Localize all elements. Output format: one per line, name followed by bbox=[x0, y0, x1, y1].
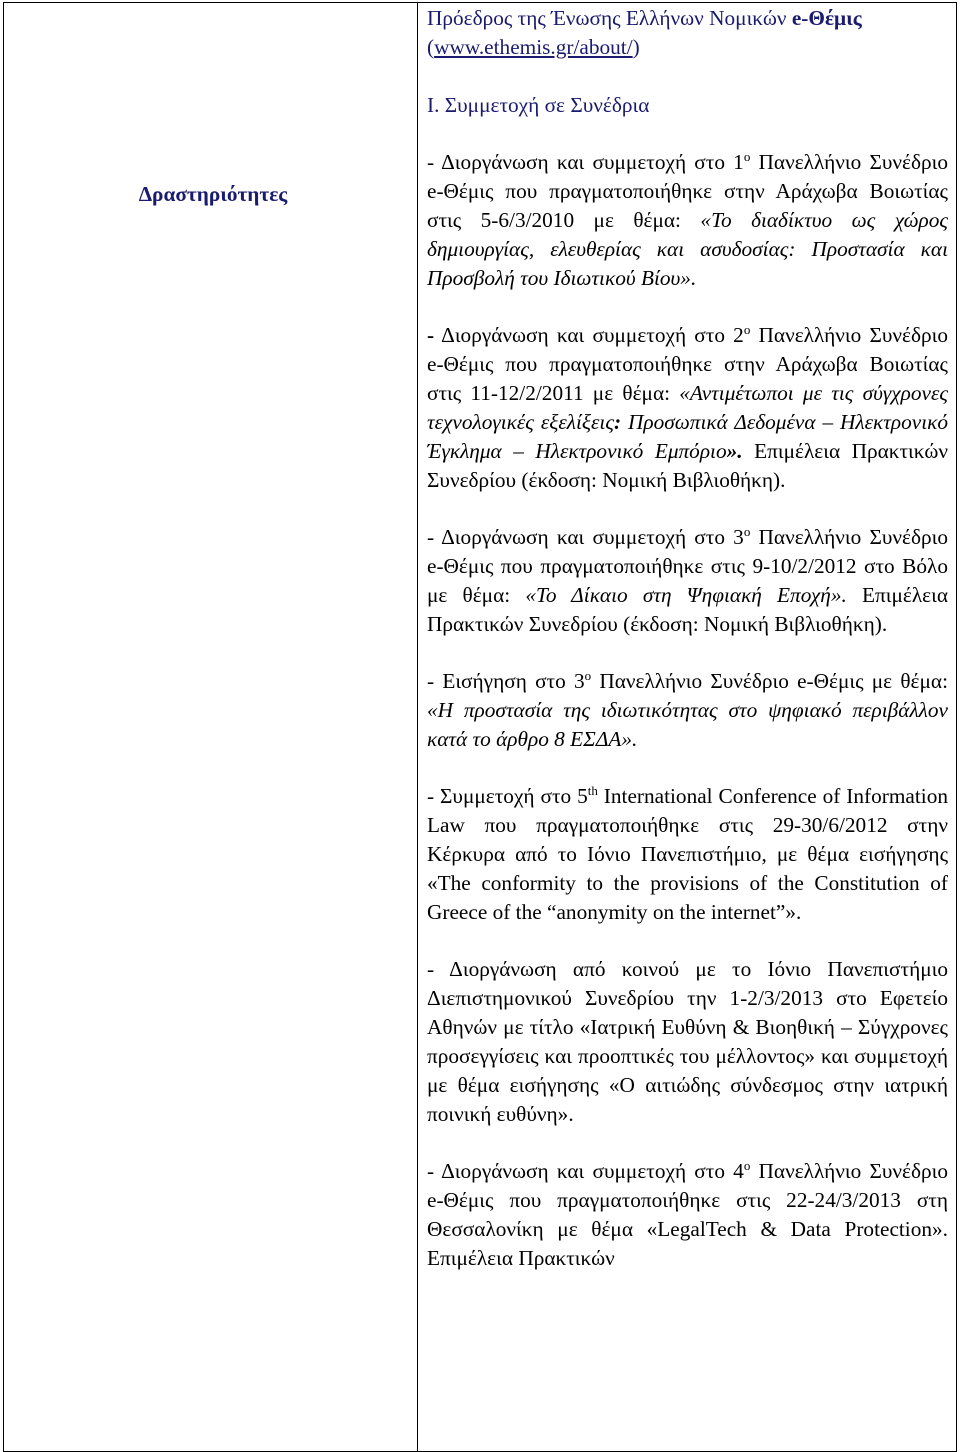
entry-4-sup: ο bbox=[584, 668, 592, 683]
entry-3-tail: Επιμέλεια Πρακτικών Συνεδρίου (έκδοση: Νομική Βιβλιοθήκη). bbox=[427, 583, 948, 636]
entry-2-text: Πανελλήνιο Συνέδριο e-Θέμις που πραγματοποιήθηκε στην Αράχωβα Βοιωτίας στις 11-12/2/2011 με θέμα: bbox=[427, 323, 948, 405]
entry-4 bbox=[427, 667, 948, 754]
entry-1-sup: ο bbox=[743, 149, 751, 164]
section-heading: I. Συμμετοχή σε Συνέδρια bbox=[427, 93, 650, 117]
intro-text: Πρόεδρος της Ένωσης Ελλήνων Νομικών bbox=[427, 6, 792, 30]
entry-4-pre: - Εισήγηση στο 3 bbox=[427, 669, 585, 693]
entry-7 bbox=[427, 1157, 948, 1273]
entry-3-sup: ο bbox=[743, 524, 751, 539]
entry-3-text: Πανελλήνιο Συνέδριο e-Θέμις που πραγματοποιήθηκε στις 9-10/2/2012 στο Βόλο με θέμα: bbox=[427, 525, 948, 607]
link-open: ( bbox=[427, 35, 435, 59]
entry-7-pre: - Διοργάνωση και συμμετοχή στο 4 bbox=[427, 1159, 744, 1183]
entry-5-sup: th bbox=[587, 783, 598, 798]
entry-2-dash: - bbox=[427, 323, 435, 347]
column-divider bbox=[417, 2, 418, 1452]
entry-2-sup: ο bbox=[743, 322, 751, 337]
entry-2-tail: Επιμέλεια Πρακτικών Συνεδρίου (έκδοση: Νομική Βιβλιοθήκη). bbox=[427, 439, 948, 492]
entry-3-pre: - Διοργάνωση και συμμετοχή στο 3 bbox=[427, 525, 744, 549]
entry-2-title-b: Προσωπικά Δεδομένα – Ηλεκτρονικό Έγκλημα – Ηλεκτρονικό Εμπόριο bbox=[427, 410, 948, 463]
entry-5-text: International Conference of Information Law που πραγματοποιήθηκε στις 29-30/6/2012 στην Κέρκυρα από το Ιόνιο Πανεπιστήμιο, με θέμα εισήγησης «The conformity to the provisions of the Constitution of Greece of the “anonymity on the internet”». bbox=[427, 784, 948, 924]
entry-6 bbox=[427, 955, 948, 1129]
entry-6-text: - Διοργάνωση από κοινού με το Ιόνιο Πανεπιστήμιο Διεπιστημονικού Συνεδρίου την 1-2/3/2013 στο Εφετείο Αθηνών με τίτλο «Ιατρική Ευθύνη & Βιοηθική – Σύγχρονες προσεγγίσεις και προοπτικές του μέλλοντος» και συμμετοχή με θέμα εισήγησης «Ο αιτιώδης σύνδεσμος στην ιατρική ποινική ευθύνη». bbox=[427, 957, 948, 1126]
entry-4-text: Πανελλήνιο Συνέδριο e-Θέμις με θέμα: bbox=[591, 669, 948, 693]
entry-3 bbox=[427, 523, 948, 639]
content-column bbox=[427, 4, 948, 1273]
entry-1-title: «Το διαδίκτυο ως χώρος δημιουργίας, ελευθερίας και ασυδοσίας: Προστασία και Προσβολή του Ιδιωτικού Βίου». bbox=[427, 208, 948, 290]
entry-5-pre: - Συμμετοχή στο 5 bbox=[427, 784, 588, 808]
entry-3-title: «Το Δίκαιο στη Ψηφιακή Εποχή». bbox=[525, 583, 847, 607]
entry-7-sup: ο bbox=[743, 1158, 751, 1173]
entry-2-colon: : bbox=[613, 410, 622, 434]
ethemis-name: e-Θέμις bbox=[791, 6, 862, 30]
link-close: ) bbox=[632, 35, 640, 59]
entry-2 bbox=[427, 321, 948, 495]
entry-2-pre: Διοργάνωση και συμμετοχή στο 2 bbox=[434, 323, 744, 347]
entry-1 bbox=[427, 148, 948, 293]
entry-7-text: Πανελλήνιο Συνέδριο e-Θέμις που πραγματοποιήθηκε στις 22-24/3/2013 στη Θεσσαλονίκη με θέμα «LegalTech & Data Protection». Επιμέλεια Πρακτικών bbox=[427, 1159, 948, 1270]
intro-paragraph bbox=[427, 4, 948, 62]
entry-4-title: «Η προστασία της ιδιωτικότητας στο ψηφιακό περιβάλλον κατά το άρθρο 8 ΕΣΔΑ». bbox=[427, 698, 948, 751]
entry-5 bbox=[427, 782, 948, 927]
entry-2-title-a: «Αντιμέτωποι με τις σύγχρονες τεχνολογικές εξελίξεις bbox=[427, 381, 948, 434]
entry-1-pre: - Διοργάνωση και συμμετοχή στο 1 bbox=[427, 150, 744, 174]
ethemis-link[interactable]: www.ethemis.gr/about/ bbox=[434, 35, 633, 59]
activities-label: Δραστηριότητες bbox=[138, 182, 288, 206]
entry-2-title-end: ». bbox=[726, 439, 743, 463]
entry-1-text: Πανελλήνιο Συνέδριο e-Θέμις που πραγματοποιήθηκε στην Αράχωβα Βοιωτίας στις 5-6/3/2010 με θέμα: bbox=[427, 150, 948, 232]
